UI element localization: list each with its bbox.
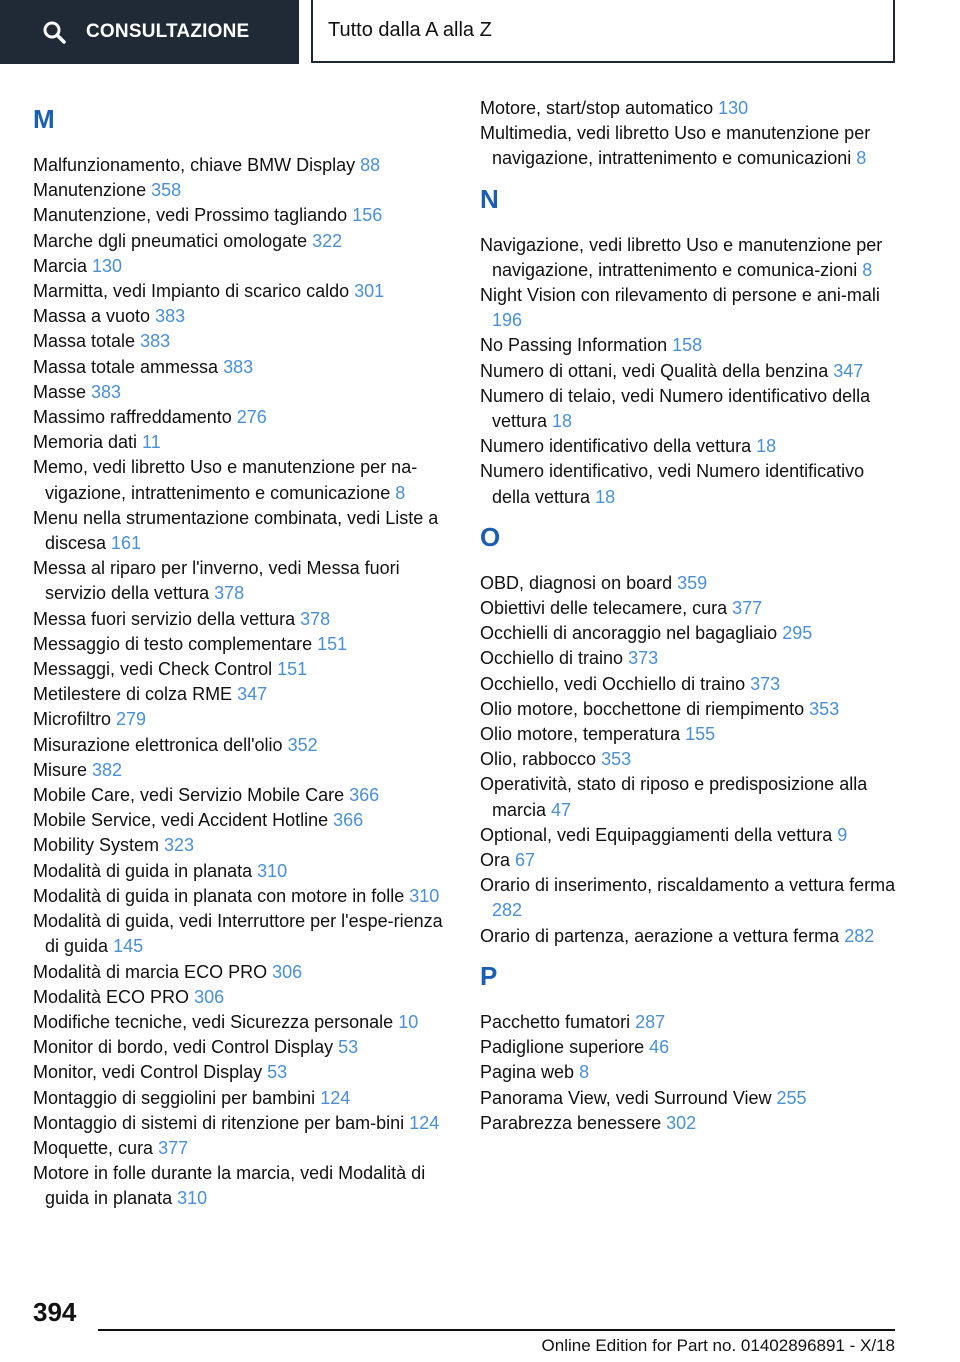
entry-text: Pacchetto fumatori [480, 1011, 636, 1032]
index-entry [480, 873, 900, 923]
entry-text: Padiglione superiore [480, 1037, 650, 1058]
index-entry [480, 571, 900, 596]
page-link[interactable]: 366 [333, 810, 364, 831]
page-link[interactable]: 67 [515, 850, 536, 871]
entry-text: Mobile Care, vedi Servizio Mobile Care [33, 785, 350, 806]
index-entry [33, 758, 453, 783]
entry-text: Misurazione elettronica dell'olio [33, 734, 288, 755]
page-link[interactable]: 383 [91, 381, 122, 402]
page-link[interactable]: 306 [194, 986, 225, 1007]
index-entry [33, 607, 453, 632]
page-link[interactable]: 359 [677, 572, 708, 593]
entry-text: Motore, start/stop automatico [480, 98, 719, 118]
page-link[interactable]: 53 [267, 1062, 288, 1083]
index-entry [33, 178, 453, 203]
page-link[interactable]: 347 [833, 360, 864, 381]
section-label: CONSULTAZIONE [86, 21, 250, 42]
entry-text: Marmitta, vedi Impianto di scarico caldo [33, 281, 355, 302]
entry-text: Massa a vuoto [33, 306, 156, 327]
index-entry [480, 621, 900, 646]
index-entry [33, 1060, 453, 1085]
entry-text: OBD, diagnosi on board [480, 572, 678, 593]
entry-text: Microfiltro [33, 709, 117, 730]
index-entry [480, 848, 900, 873]
page-link[interactable]: 295 [782, 623, 813, 644]
entry-text: Masse [33, 381, 92, 402]
page-link[interactable]: 282 [492, 900, 523, 921]
entry-text: Occhielli di ancoraggio nel bagagliaio [480, 623, 783, 644]
page-link[interactable]: 130 [92, 255, 123, 276]
entry-text: Modalità di guida in planata con motore in folle [33, 885, 410, 906]
page-link[interactable]: 155 [685, 724, 716, 745]
index-entry [480, 1111, 900, 1136]
page-link[interactable]: 358 [151, 180, 182, 201]
index-entry [33, 960, 453, 985]
index-entry [480, 333, 900, 358]
entry-text: Parabrezza benessere [480, 1112, 667, 1133]
page-link[interactable]: 156 [352, 205, 383, 226]
index-entry [33, 657, 453, 682]
entry-text: Memo, vedi libretto Uso e manutenzione per na-vigazione, intrattenimento e comunicazione [33, 457, 418, 503]
entry-text: Night Vision con rilevamento di persone e ani-mali [480, 285, 880, 306]
index-column-right [480, 96, 900, 1136]
section-tab[interactable] [0, 0, 299, 64]
entry-text: Messa al riparo per l'inverno, vedi Messa fuori servizio della vettura [33, 558, 400, 604]
entry-text: Modalità di marcia ECO PRO [33, 961, 273, 982]
entry-text: Marche dgli pneumatici omologate [33, 230, 313, 251]
entry-text: Manutenzione, vedi Prossimo tagliando [33, 205, 353, 226]
index-entry [480, 722, 900, 747]
index-entry [480, 772, 900, 822]
page-link[interactable]: 88 [360, 155, 381, 175]
edition-note: Online Edition for Part no. 01402896891 - X/18 [541, 1336, 895, 1355]
page-link[interactable]: 323 [164, 835, 195, 856]
entry-text: Operatività, stato di riposo e predisposizione alla marcia [480, 774, 868, 820]
page-link[interactable]: 322 [312, 230, 343, 251]
page-link[interactable]: 301 [354, 281, 385, 302]
index-entry [480, 434, 900, 459]
index-list-o [480, 571, 900, 949]
page-link[interactable]: 373 [750, 673, 781, 694]
index-entry [33, 783, 453, 808]
entry-text: Malfunzionamento, chiave BMW Display [33, 155, 361, 175]
entry-text: Orario di inserimento, riscaldamento a vettura ferma [480, 875, 896, 896]
page-link[interactable]: 377 [158, 1137, 189, 1158]
index-entry [480, 924, 900, 949]
index-entry [33, 229, 453, 254]
entry-text: Obiettivi delle telecamere, cura [480, 598, 733, 619]
index-entry [33, 859, 453, 884]
page-link[interactable]: 383 [155, 306, 186, 327]
entry-text: Messaggi, vedi Check Control [33, 659, 278, 680]
page-link[interactable]: 377 [732, 598, 763, 619]
index-entry [33, 909, 453, 959]
index-entry [33, 329, 453, 354]
page-number: 394 [33, 1297, 77, 1327]
index-entry [480, 359, 900, 384]
index-list-n [480, 233, 900, 510]
search-icon [42, 20, 66, 44]
page-link[interactable]: 382 [92, 759, 123, 780]
entry-text: Modifiche tecniche, vedi Sicurezza personale [33, 1011, 399, 1032]
entry-text: Montaggio di seggiolini per bambini [33, 1087, 321, 1108]
index-entry [33, 405, 453, 430]
entry-text: Memoria dati [33, 432, 143, 453]
page-link[interactable]: 8 [862, 259, 873, 280]
page-link[interactable]: 310 [257, 860, 288, 881]
index-entry [33, 355, 453, 380]
page-link[interactable]: 310 [177, 1188, 208, 1209]
page-link[interactable]: 282 [844, 925, 875, 946]
entry-text: Ora [480, 850, 516, 871]
index-entry [33, 1161, 453, 1211]
page-link[interactable]: 161 [111, 533, 142, 554]
page-link[interactable]: 47 [551, 799, 572, 820]
index-entry [480, 233, 900, 283]
entry-text: Modalità di guida in planata [33, 860, 258, 881]
index-entry [480, 1086, 900, 1111]
index-entry [33, 1010, 453, 1035]
page-link[interactable]: 46 [649, 1037, 670, 1058]
index-column-left [33, 96, 453, 1212]
index-letter-n: N [480, 183, 499, 214]
chapter-title: Tutto dalla A alla Z [328, 19, 492, 41]
entry-text: Numero identificativo della vettura [480, 436, 757, 457]
entry-text: Modalità ECO PRO [33, 986, 195, 1007]
page-link[interactable]: 9 [837, 824, 848, 845]
entry-text: Pagina web [480, 1062, 580, 1083]
page-link[interactable]: 151 [317, 633, 348, 654]
entry-text: Numero di ottani, vedi Qualità della benzina [480, 360, 834, 381]
index-entry [33, 380, 453, 405]
index-entry [480, 384, 900, 434]
index-letter-m: M [33, 104, 55, 134]
page-link[interactable]: 378 [214, 583, 245, 604]
page-link[interactable]: 124 [320, 1087, 351, 1108]
index-entry [480, 459, 900, 509]
entry-text: Occhiello, vedi Occhiello di traino [480, 673, 751, 694]
index-entry [33, 506, 453, 556]
index-entry [33, 1111, 453, 1136]
index-entry [480, 1060, 900, 1085]
footer-divider [98, 1329, 895, 1331]
page-link[interactable]: 383 [223, 356, 254, 377]
entry-text: Modalità di guida, vedi Interruttore per l'espe-rienza di guida [33, 911, 443, 957]
page-link[interactable]: 383 [140, 331, 171, 352]
entry-text: Olio motore, temperatura [480, 724, 686, 745]
entry-text: Massa totale [33, 331, 141, 352]
entry-text: Multimedia, vedi libretto Uso e manutenzione per navigazione, intrattenimento e comunicazioni [480, 123, 871, 169]
entry-text: Mobile Service, vedi Accident Hotline [33, 810, 334, 831]
page-link[interactable]: 53 [338, 1037, 359, 1058]
index-entry [33, 884, 453, 909]
entry-text: Messa fuori servizio della vettura [33, 608, 301, 629]
entry-text: Massa totale ammessa [33, 356, 224, 377]
index-entry [480, 121, 900, 171]
entry-text: Numero di telaio, vedi Numero identificativo della vettura [480, 385, 871, 432]
index-list-m-continued [480, 96, 900, 172]
entry-text: Moquette, cura [33, 1137, 159, 1158]
index-entry [480, 747, 900, 772]
page-link[interactable]: 10 [398, 1011, 419, 1032]
page-link[interactable]: 124 [409, 1112, 440, 1133]
page-link[interactable]: 302 [666, 1112, 697, 1133]
page-link[interactable]: 310 [409, 885, 440, 906]
entry-text: Olio, rabbocco [480, 749, 602, 770]
entry-text: Menu nella strumentazione combinata, vedi Liste a discesa [33, 507, 439, 554]
entry-text: Numero identificativo, vedi Numero identificativo della vettura [480, 461, 865, 507]
entry-text: Orario di partenza, aerazione a vettura ferma [480, 925, 845, 946]
index-entry [33, 833, 453, 858]
page-link[interactable]: 151 [277, 659, 308, 680]
chapter-header [311, 0, 895, 63]
page-link[interactable]: 276 [236, 407, 267, 428]
index-letter-p: P [480, 960, 498, 991]
index-entry [33, 632, 453, 657]
entry-text: Mobility System [33, 835, 165, 856]
index-entry [33, 556, 453, 606]
entry-text: Motore in folle durante la marcia, vedi Modalità di guida in planata [33, 1163, 426, 1209]
page-link[interactable]: 287 [635, 1011, 666, 1032]
index-entry [33, 455, 453, 505]
index-entry [480, 697, 900, 722]
entry-text: Messaggio di testo complementare [33, 633, 318, 654]
index-entry [33, 279, 453, 304]
entry-text: Marcia [33, 255, 93, 276]
page-link[interactable]: 255 [776, 1087, 807, 1108]
index-entry [33, 985, 453, 1010]
entry-text: Optional, vedi Equipaggiamenti della vettura [480, 824, 838, 845]
page-link[interactable]: 378 [300, 608, 331, 629]
page-link[interactable]: 18 [595, 486, 616, 507]
index-entry [480, 596, 900, 621]
page-link[interactable]: 8 [856, 148, 867, 169]
entry-text: Occhiello di traino [480, 648, 629, 669]
entry-text: No Passing Information [480, 335, 673, 356]
index-list-p [480, 1010, 900, 1136]
page-link[interactable]: 196 [492, 310, 523, 331]
page-link[interactable]: 373 [628, 648, 659, 669]
index-entry [33, 808, 453, 833]
index-entry [33, 1086, 453, 1111]
entry-text: Monitor di bordo, vedi Control Display [33, 1037, 339, 1058]
page-link[interactable]: 8 [579, 1062, 590, 1083]
page-link[interactable]: 352 [287, 734, 318, 755]
index-entry [480, 672, 900, 697]
index-letter-o: O [480, 521, 501, 552]
index-entry [480, 283, 900, 333]
page-link[interactable]: 306 [272, 961, 303, 982]
page-link[interactable]: 158 [672, 335, 703, 356]
page-link[interactable]: 366 [349, 785, 380, 806]
entry-text: Monitor, vedi Control Display [33, 1062, 268, 1083]
entry-text: Panorama View, vedi Surround View [480, 1087, 777, 1108]
page-link[interactable]: 347 [237, 684, 268, 705]
index-entry [33, 1035, 453, 1060]
page-link[interactable]: 18 [552, 411, 573, 432]
index-entry [480, 1035, 900, 1060]
index-list-m [33, 153, 453, 1212]
index-entry [33, 304, 453, 329]
index-entry [33, 430, 453, 455]
index-entry [33, 733, 453, 758]
page-link[interactable]: 130 [718, 98, 749, 118]
index-entry [480, 96, 900, 121]
page-link[interactable]: 18 [756, 436, 777, 457]
index-entry [33, 707, 453, 732]
index-entry [33, 254, 453, 279]
index-entry [480, 823, 900, 848]
entry-text: Manutenzione [33, 180, 152, 201]
entry-text: Navigazione, vedi libretto Uso e manutenzione per navigazione, intrattenimento e comunica-zioni [480, 234, 883, 280]
index-entry [480, 1010, 900, 1035]
entry-text: Olio motore, bocchettone di riempimento [480, 698, 810, 719]
page-link[interactable]: 145 [113, 936, 144, 957]
index-entry [480, 646, 900, 671]
page-link[interactable]: 353 [809, 698, 840, 719]
page-link[interactable]: 353 [601, 749, 632, 770]
index-entry [33, 203, 453, 228]
entry-text: Misure [33, 759, 93, 780]
page-link[interactable]: 279 [116, 709, 147, 730]
entry-text: Massimo raffreddamento [33, 407, 237, 428]
index-entry [33, 153, 453, 178]
entry-text: Montaggio di sistemi di ritenzione per bam-bini [33, 1112, 410, 1133]
index-entry [33, 682, 453, 707]
entry-text: Metilestere di colza RME [33, 684, 238, 705]
page-link[interactable]: 8 [395, 482, 406, 503]
index-entry [33, 1136, 453, 1161]
page-link[interactable]: 11 [142, 432, 161, 453]
